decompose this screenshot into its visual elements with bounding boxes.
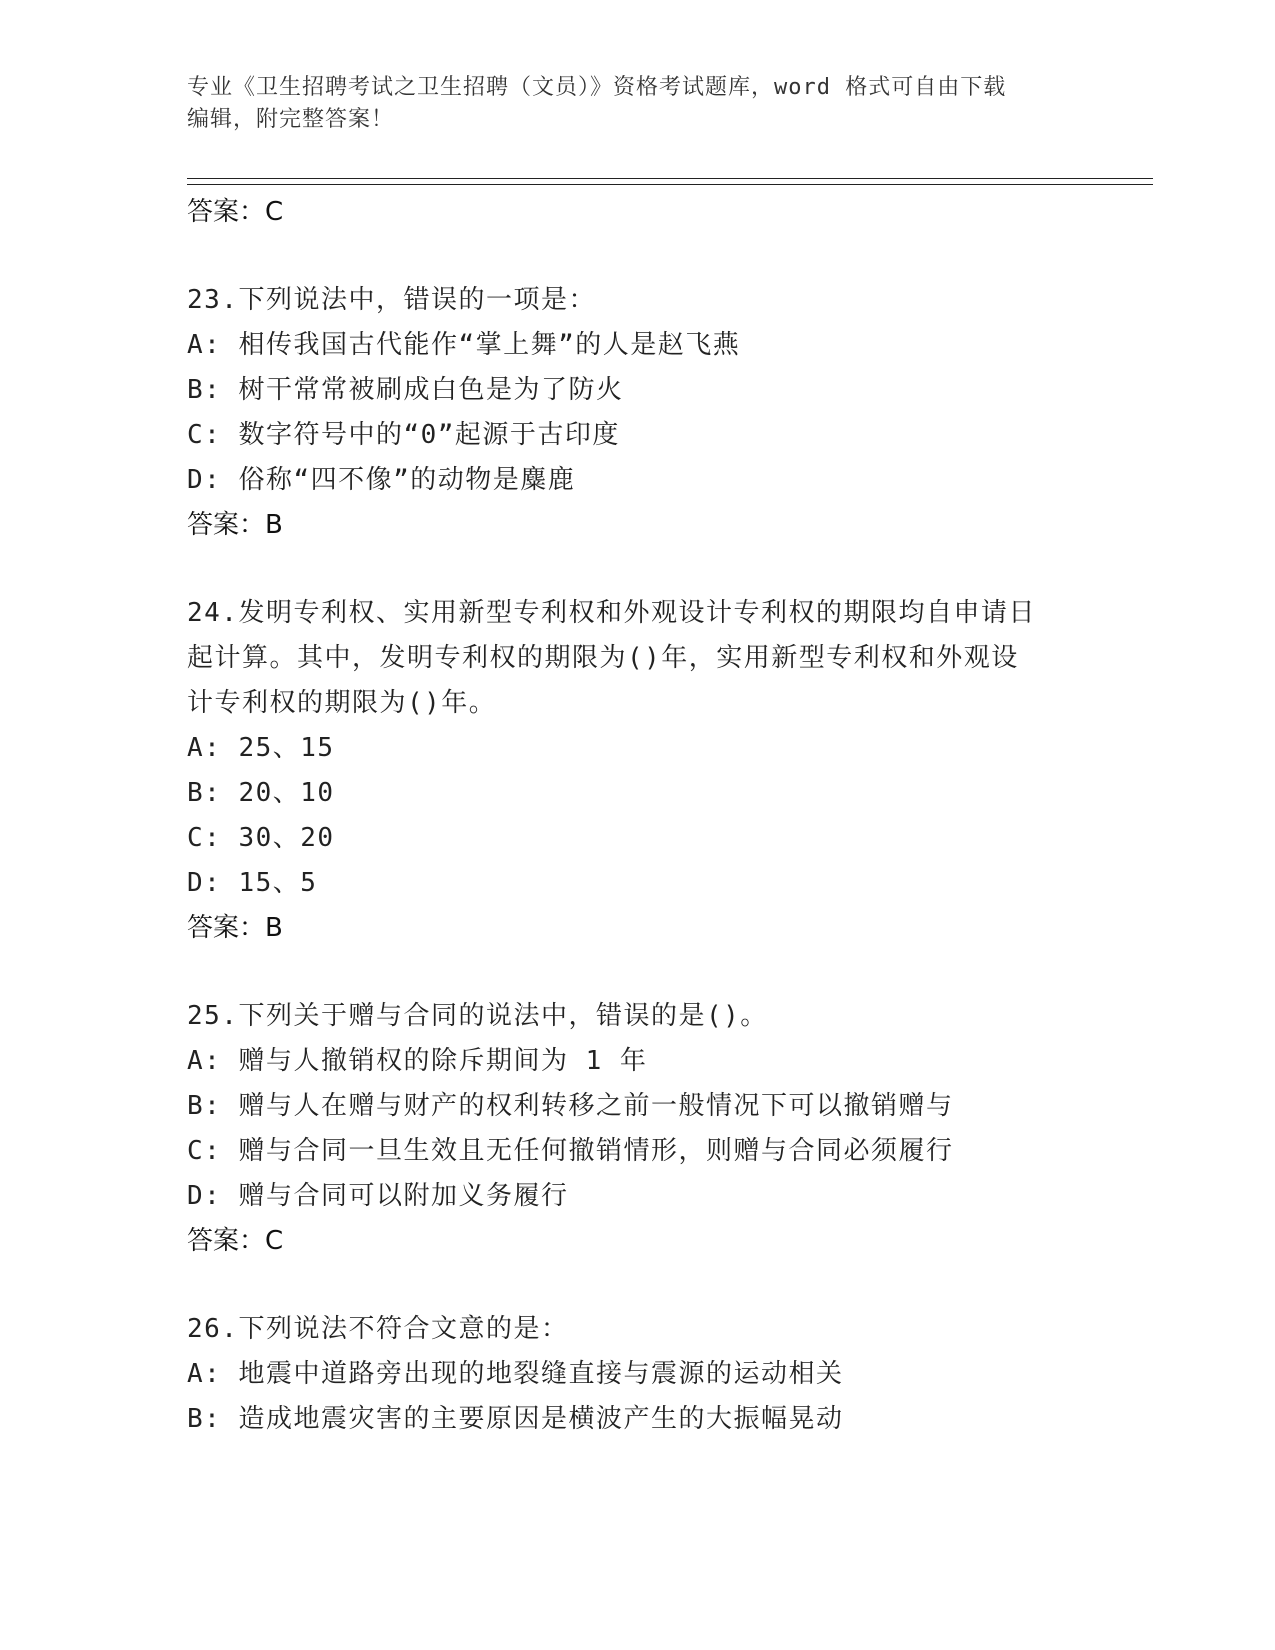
header-line-1: 专业《卫生招聘考试之卫生招聘（文员）》资格考试题库，word 格式可自由下载 (187, 75, 1007, 100)
header-divider-bottom (187, 184, 1153, 185)
option-a: A: 相传我国古代能作“掌上舞”的人是赵飞燕 (187, 330, 741, 360)
option-b: B: 20、10 (187, 778, 335, 808)
option-c: C: 赠与合同一旦生效且无任何撤销情形，则赠与合同必须履行 (187, 1136, 954, 1166)
option-c: C: 30、20 (187, 823, 335, 853)
option-b: B: 赠与人在赠与财产的权利转移之前一般情况下可以撤销赠与 (187, 1091, 954, 1121)
option-d: D: 15、5 (187, 868, 318, 898)
answer-line: 答案：C (187, 197, 284, 227)
option-d: D: 赠与合同可以附加义务履行 (187, 1181, 569, 1211)
option-b: B: 造成地震灾害的主要原因是横波产生的大振幅晃动 (187, 1404, 844, 1434)
answer-line: 答案：B (187, 913, 283, 943)
header-line-2: 编辑，附完整答案！ (187, 107, 395, 132)
option-b: B: 树干常常被刷成白色是为了防火 (187, 375, 624, 405)
header-divider-top (187, 178, 1153, 179)
question-block-24 (187, 591, 1087, 950)
question-text-line-1: 24.发明专利权、实用新型专利权和外观设计专利权的期限均自申请日 (187, 598, 1036, 628)
question-text: 25.下列关于赠与合同的说法中，错误的是()。 (187, 1001, 768, 1031)
question-text: 23.下列说法中，错误的一项是： (187, 285, 596, 315)
question-text: 26.下列说法不符合文意的是： (187, 1314, 569, 1344)
question-block-25 (187, 994, 1087, 1263)
option-c: C: 数字符号中的“0”起源于古印度 (187, 420, 620, 450)
question-text-line-3: 计专利权的期限为()年。 (187, 688, 497, 718)
option-d: D: 俗称“四不像”的动物是麋鹿 (187, 465, 576, 495)
answer-line: 答案：C (187, 1226, 284, 1256)
question-block-23 (187, 278, 1087, 547)
question-block-26 (187, 1307, 1087, 1442)
option-a: A: 赠与人撤销权的除斥期间为 1 年 (187, 1046, 648, 1076)
document-header (187, 72, 1067, 136)
question-text-line-2: 起计算。其中，发明专利权的期限为()年，实用新型专利权和外观设 (187, 643, 1019, 673)
question-list (187, 190, 1087, 1442)
option-a: A: 地震中道路旁出现的地裂缝直接与震源的运动相关 (187, 1359, 844, 1389)
option-a: A: 25、15 (187, 733, 335, 763)
answer-line: 答案：B (187, 510, 283, 540)
